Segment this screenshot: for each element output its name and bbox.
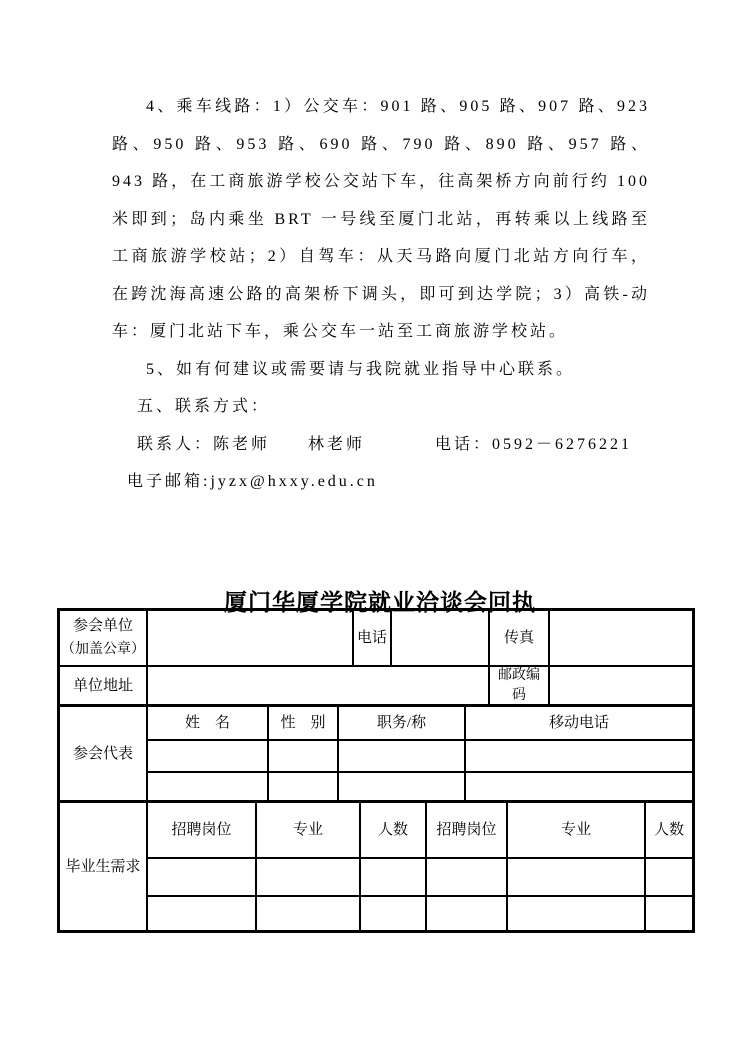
- field-count-1b[interactable]: [644, 857, 692, 895]
- line-contacts: [137, 426, 650, 464]
- field-postcode[interactable]: [548, 665, 692, 704]
- contact-phone: 电话：0592－6276221: [435, 435, 633, 453]
- header-major-b: 专业: [506, 803, 644, 857]
- field-fax[interactable]: [548, 611, 692, 665]
- body-text: [0, 0, 750, 501]
- form-title: 厦门华厦学院就业洽谈会回执: [224, 589, 536, 615]
- field-count-2b[interactable]: [644, 895, 692, 930]
- label-fax: 传真: [488, 611, 548, 665]
- field-delegate-mobile-2[interactable]: [464, 771, 692, 800]
- field-delegate-name-2[interactable]: [146, 771, 267, 800]
- field-count-2a[interactable]: [359, 895, 425, 930]
- label-postcode: 邮政编码: [488, 665, 548, 704]
- field-delegate-gender-2[interactable]: [267, 771, 337, 800]
- field-major-2b[interactable]: [506, 895, 644, 930]
- header-count-a: 人数: [359, 803, 425, 857]
- field-major-1a[interactable]: [255, 857, 359, 895]
- paragraph-bus-routes: 4、乘车线路：1）公交车：901 路、905 路、907 路、923 路、950 路、953 路、690 路、790 路、890 路、957 路、943 路，在工商旅游学校公交站下车，往高架桥方向前行约 100 米即到；岛内乘坐 BRT 一号线至厦门北站，再转乘以上线路至工商旅游学校站；2）自驾车：从天马路向厦门北站方向行车，在跨沈海高速公路的高架桥下调头，即可到达学院；3）高铁-动车：厦门北站下车，乘公交车一站至工商旅游学校站。: [112, 98, 650, 340]
- field-recruit-post-2a[interactable]: [146, 895, 255, 930]
- label-address: 单位地址: [60, 665, 146, 704]
- header-delegate-mobile: 移动电话: [464, 707, 692, 739]
- heading-contact-method: 五、联系方式：: [137, 398, 271, 415]
- paragraph-suggestions: 5、如有何建议或需要请与我院就业指导中心联系。: [146, 360, 576, 378]
- field-delegate-gender-1[interactable]: [267, 739, 337, 771]
- header-recruit-post-b: 招聘岗位: [425, 803, 506, 857]
- field-major-1b[interactable]: [506, 857, 644, 895]
- field-delegate-position-2[interactable]: [337, 771, 464, 800]
- field-major-2a[interactable]: [255, 895, 359, 930]
- contact-persons: 联系人：陈老师 林老师: [137, 435, 366, 453]
- section-delegates: [60, 704, 692, 800]
- label-graduates: 毕业生需求: [65, 858, 141, 875]
- field-recruit-post-1a[interactable]: [146, 857, 255, 895]
- header-major-a: 专业: [255, 803, 359, 857]
- contact-email: 电子邮箱:jyzx@hxxy.edu.cn: [127, 473, 378, 490]
- label-unit-line1: 参会单位: [72, 617, 133, 634]
- label-delegates: 参会代表: [72, 745, 133, 762]
- field-recruit-post-2b[interactable]: [425, 895, 506, 930]
- reply-form-table: [57, 608, 695, 933]
- section-graduate-demand: [60, 800, 692, 930]
- field-count-1a[interactable]: [359, 857, 425, 895]
- field-delegate-mobile-1[interactable]: [464, 739, 692, 771]
- field-address[interactable]: [146, 665, 488, 704]
- label-unit: [60, 611, 146, 665]
- header-recruit-post-a: 招聘岗位: [146, 803, 255, 857]
- field-phone[interactable]: [390, 611, 488, 665]
- section-unit-info: [60, 611, 692, 704]
- header-delegate-position: 职务/称: [337, 707, 464, 739]
- header-count-b: 人数: [644, 803, 692, 857]
- label-unit-seal: （加盖公章）: [61, 642, 145, 658]
- header-delegate-gender: 性 别: [267, 707, 337, 739]
- field-delegate-name-1[interactable]: [146, 739, 267, 771]
- field-delegate-position-1[interactable]: [337, 739, 464, 771]
- header-delegate-name: 姓 名: [146, 707, 267, 739]
- label-phone: 电话: [352, 611, 390, 665]
- field-unit-name[interactable]: [146, 611, 352, 665]
- field-recruit-post-1b[interactable]: [425, 857, 506, 895]
